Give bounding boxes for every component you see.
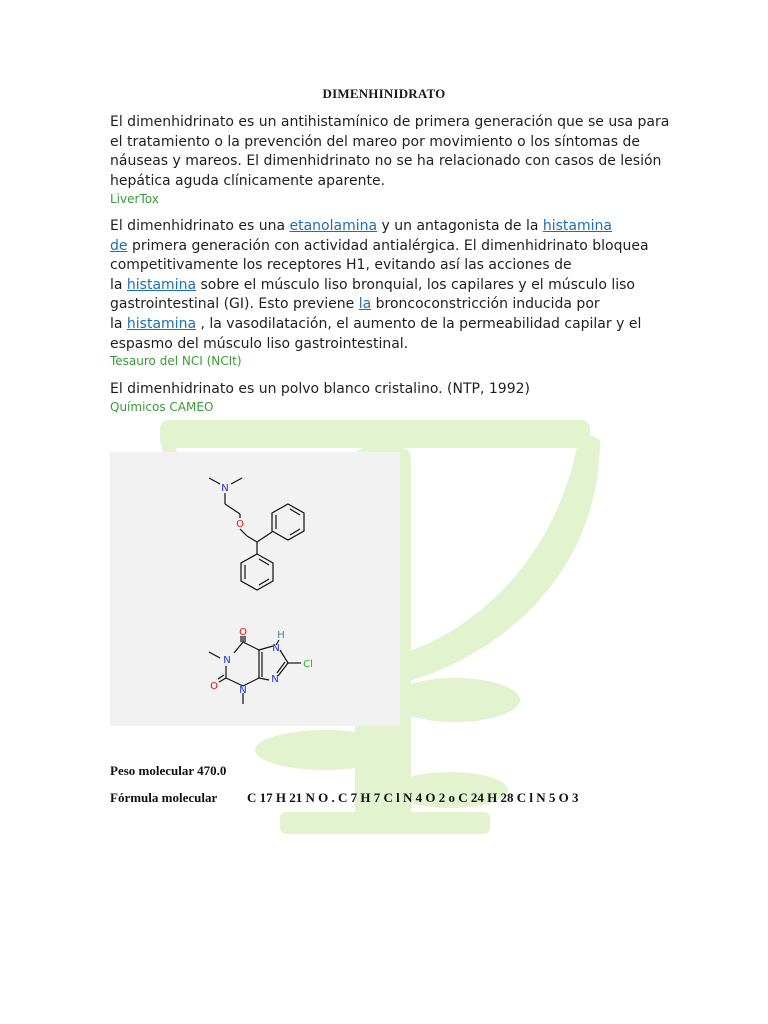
atom-o-carbonyl-2: O [210,681,218,692]
text-fragment: y un antagonista de la [377,218,543,234]
atom-n7: N [272,643,280,654]
text-fragment: la [110,276,127,293]
text-line: espasmo del músculo liso gastrointestinal. [110,335,409,352]
text-fragment: sobre el músculo liso bronquial, los capilares y el músculo liso [196,276,635,293]
molecular-formula-row [110,790,579,806]
molecular-weight-value: 470.0 [197,763,227,778]
atom-n9: N [271,674,279,685]
source-cameo[interactable]: Químicos CAMEO [110,400,214,414]
text-line [110,315,670,335]
atom-n-amine: N [221,483,229,494]
text-line: el tratamiento o la prevención del mareo por movimiento o los síntomas de [110,133,640,150]
molecular-formula-value: C 17 H 21 N O . C 7 H 7 C l N 4 O 2 o C 24 H 28 C l N 5 O 3 [247,790,579,805]
paragraph-ncit [110,217,670,354]
source-ncit[interactable]: Tesauro del NCI (NCIt) [110,354,242,368]
link-etanolamina[interactable]: etanolamina [289,218,378,234]
source-livertox[interactable]: LiverTox [110,192,159,206]
atom-n1: N [223,655,231,666]
atom-o-carbonyl-1: O [239,627,247,638]
atom-h: H [277,630,285,641]
link-de[interactable]: de [110,237,128,254]
text-line [110,295,670,315]
paragraph-livertox [110,113,670,191]
text-fragment: , la vasodilatación, el aumento de la permeabilidad capilar y el [196,315,642,332]
link-histamina-2[interactable]: histamina [126,276,197,293]
text-fragment: primera generación con actividad antialérgica. El dimenhidrinato bloquea [127,237,649,254]
structure-drawing [110,452,400,726]
chemical-structure-image [110,452,400,726]
atom-o-ether: O [236,519,244,530]
paragraph-cameo: El dimenhidrinato es un polvo blanco cristalino. (NTP, 1992) [110,381,530,397]
text-line: El dimenhidrinato es un antihistamínico de primera generación que se usa para [110,114,670,130]
molecular-weight-label: Peso molecular [110,763,194,778]
text-fragment: la [110,315,127,332]
text-fragment: broncoconstricción inducida por [371,296,600,313]
text-line [110,237,670,257]
atom-cl: Cl [303,659,313,670]
text-line [110,276,670,296]
text-line: hepática aguda clínicamente aparente. [110,172,386,189]
text-line: náuseas y mareos. El dimenhidrinato no se ha relacionado con casos de lesión [110,153,662,170]
molecular-weight-row [110,763,226,779]
text-line [110,217,670,237]
link-la[interactable]: la [358,296,372,313]
atom-n3: N [239,685,247,696]
text-fragment: gastrointestinal (GI). Esto previene [110,296,359,313]
text-fragment: El dimenhidrinato es una [110,218,290,234]
text-line: competitivamente los receptores H1, evitando así las acciones de [110,257,572,274]
link-histamina-3[interactable]: histamina [126,315,197,332]
link-histamina[interactable]: histamina [542,218,612,234]
molecular-formula-label: Fórmula molecular [110,790,218,805]
page-title: DIMENHINIDRATO [322,86,446,101]
